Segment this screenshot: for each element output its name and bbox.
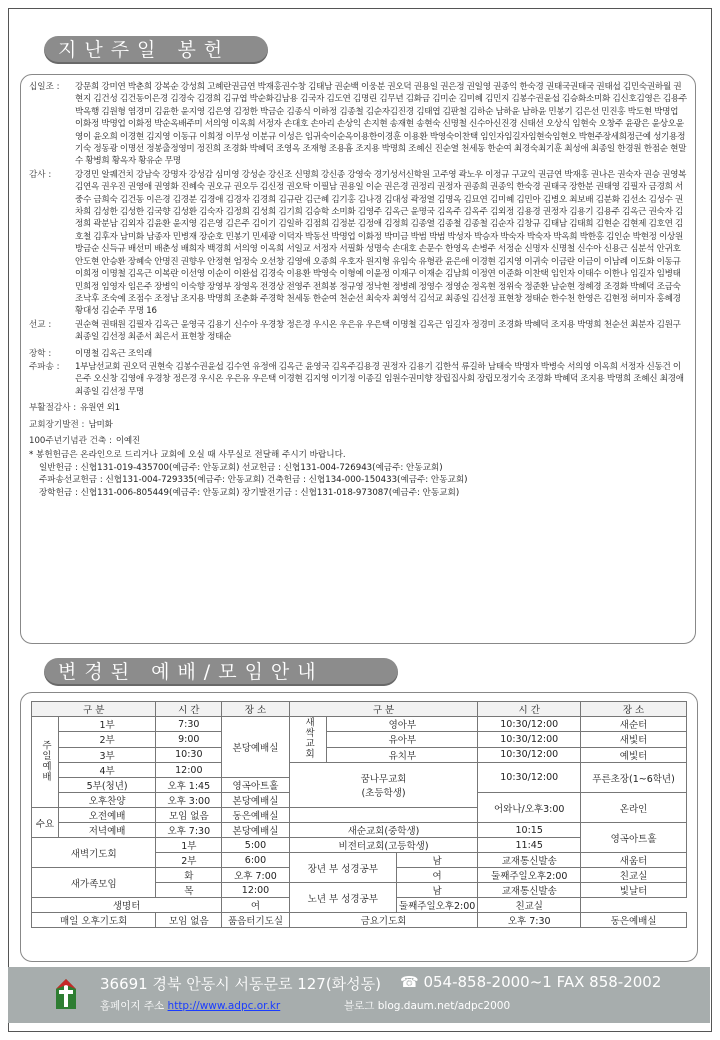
service-place: 본당예배실 bbox=[222, 793, 289, 808]
dawn-part: 2부 bbox=[156, 853, 222, 868]
service-name: 오후찬양 bbox=[58, 793, 156, 808]
offering-row-tithe bbox=[29, 81, 687, 168]
friday-prayer: 금요기도회 bbox=[289, 913, 478, 928]
offering-label: 장학 : bbox=[29, 348, 52, 359]
service-time: 12:00 bbox=[156, 763, 222, 778]
wednesday-label: 수요 bbox=[32, 808, 59, 838]
dept-place: 새순터 bbox=[581, 717, 687, 732]
offering-box bbox=[20, 74, 696, 644]
header-place: 장 소 bbox=[222, 702, 289, 717]
study-time: 교재통신발송 bbox=[478, 883, 581, 898]
offering-row-centennial bbox=[29, 435, 687, 447]
gender: 여 bbox=[396, 868, 477, 883]
family-time: 12:00 bbox=[222, 883, 289, 898]
offering-label: 선교 : bbox=[29, 319, 52, 330]
dept-time: 10:30/12:00 bbox=[478, 717, 581, 732]
dept-time: 10:30/12:00 bbox=[478, 732, 581, 747]
bible-study-label: 노년 부 성경공부 bbox=[289, 883, 396, 913]
service-place: 품음터기도실 bbox=[222, 913, 289, 928]
dept-name: 영아부 bbox=[327, 717, 478, 732]
dept-time: 어와나/오후3:00 bbox=[478, 793, 581, 823]
family-place: 생명터 bbox=[32, 898, 222, 913]
header-gubun: 구 분 bbox=[289, 702, 478, 717]
study-time: 둘째주일오후2:00 bbox=[478, 868, 581, 883]
header-time: 시 간 bbox=[156, 702, 222, 717]
service-name: 4부 bbox=[58, 763, 156, 778]
study-place: 새움터 bbox=[581, 853, 687, 868]
friday-time: 오후 7:30 bbox=[478, 913, 581, 928]
offering-names: 이명철 김옥근 조익래 bbox=[75, 348, 152, 359]
sunday-service-label: 주일예배 bbox=[32, 717, 59, 808]
friday-place: 동은예배실 bbox=[581, 913, 687, 928]
offering-section-title: 지난주일 봉헌 bbox=[44, 36, 268, 64]
dept-name: 유아부 bbox=[327, 732, 478, 747]
service-time: 오후 7:30 bbox=[156, 823, 222, 838]
account-line: 주파송선교헌금 : 신협131-004-729335(예금주: 안동교회) 건축헌금 : 신협134-000-150433(예금주: 안동교회) bbox=[39, 475, 468, 486]
saessak-church-label: 새싹교회 bbox=[289, 717, 327, 763]
service-place: 본당예배실 bbox=[222, 717, 289, 778]
service-name: 매일 오후기도회 bbox=[32, 913, 156, 928]
offering-names: 1부남선교회 권오덕 권현숙 김봉수권윤섭 김수연 유정애 김옥근 윤영국 김옥주김용경 권정자 김용기 김한석 류길하 남태숙 박명자 박병숙 서의영 이옥희 서정자 신동건 이은주 오신창 김영애 우경창 정은경 우시온 우은유 우은택 이경현 김지영 이기정 이종길 임원수권미향 장립집사회 장립모정기숙 조경화 박혜덕 조지용 박명희 조혜신 최경애 최종일 김선정 무명 bbox=[75, 361, 684, 397]
bible-study-label: 장년 부 성경공부 bbox=[289, 853, 396, 883]
gender: 남 bbox=[396, 883, 477, 898]
offering-names: 강문희 강미연 박춘희 강복순 강성희 고혜란권금연 박재홍권수창 김태남 권순백 이웅분 권오덕 권용일 권은정 권일영 권종익 한숙경 권태국권태국 권태섭 김민숙권하월 권현지 김건성 김건동이은경 김경숙 김경희 김규엽 박순화김남용 김국자 김도연 김명린 김무년 김화금 김미순 김미혜 김민지 김봉수권윤섭 김승화소미화 김신호김영은 김용주 박옥행 김원형 염경미 김윤한 윤지영 김은영 김정한 박금순 김종식 이하정 김종철 김순자김진경 김태엽 김판철 김하순 남하윤 남하윤 민봉기 김은선 민진홍 박도현 박명업 이화정 박명업 이화정 박순옥배주미 서의영 이옥희 서정자 손대호 손아리 손상익 손지현 송재현 송현숙 신명철 신수아신진경 신태선 오상식 임현숙 오창주 윤광은 윤상오윤영이 윤오희 이경현 김지영 이동규 이희정 이무성 이분규 이성은 임귀숙이순옥이용한이경훈 이용환 박영숙이찬택 임인자임길자임현숙임현오 박현주장세희정근예 성기용정기숙 정동광 이명선 정봉출정영미 정진희 조경화 박혜덕 조영옥 조재형 조용흠 조지용 박명희 조혜신 진순열 천세동 한순여 최경숙최기훈 최성애 최종일 한경원 한점순 현말수 황병희 황옥자 황유순 무명 bbox=[75, 82, 687, 167]
schedule-table bbox=[31, 701, 687, 928]
gender: 여 bbox=[222, 898, 289, 913]
dept-place: 새빛터 bbox=[581, 732, 687, 747]
offering-row-dispatch bbox=[29, 361, 687, 398]
dawn-part: 1부 bbox=[156, 838, 222, 853]
family-day: 목 bbox=[156, 883, 222, 898]
offering-label: 부활절감사 : bbox=[29, 403, 77, 414]
schedule-box bbox=[20, 692, 698, 962]
church-logo-icon bbox=[54, 977, 78, 1011]
offering-names: 권순혁 권태원 김필자 김옥근 윤영국 김용기 신수아 우경창 정은경 우시온 우은유 우은택 이명철 김옥근 임길자 정경미 조경화 박혜덕 조지용 박명희 천순선 최분자 김원구 최종일 김선정 최준서 최은서 표현창 정태순 bbox=[75, 319, 681, 343]
service-name: 1부 bbox=[58, 717, 156, 732]
study-time: 교재통신발송 bbox=[478, 853, 581, 868]
dept-time: 10:30/12:00 bbox=[478, 763, 581, 793]
offering-label: 감사 : bbox=[29, 169, 52, 180]
offering-names: 이예진 bbox=[115, 435, 140, 446]
service-time: 오후 1:45 bbox=[156, 778, 222, 793]
header-place: 장 소 bbox=[581, 702, 687, 717]
homepage-line bbox=[100, 998, 280, 1013]
service-time: 9:00 bbox=[156, 732, 222, 747]
study-time: 둘째주일오후2:00 bbox=[396, 898, 477, 913]
dept-place: 영곡아트홀 bbox=[581, 823, 687, 853]
service-time: 모임 없음 bbox=[156, 913, 222, 928]
offering-row-thanks bbox=[29, 169, 687, 318]
family-day: 화 bbox=[156, 868, 222, 883]
dept-time: 10:30/12:00 bbox=[478, 747, 581, 762]
service-time: 10:30 bbox=[156, 747, 222, 762]
study-place: 빛날터 bbox=[581, 883, 687, 898]
church-address: 36691 경북 안동시 서동문로 127(화성동) bbox=[100, 975, 382, 993]
service-name: 오전예배 bbox=[58, 808, 156, 823]
service-time: 모임 없음 bbox=[156, 808, 222, 823]
offering-label: 100주년기념관 건축 : bbox=[29, 435, 112, 446]
account-line: 일반헌금 : 신협131-019-435700(예금주: 안동교회) 선교헌금 : 신협131-004-726943(예금주: 안동교회) bbox=[39, 462, 443, 473]
dept-place: 푸른초장(1~6학년) bbox=[581, 763, 687, 793]
offering-label: 십일조 : bbox=[29, 82, 60, 92]
dawn-time: 6:00 bbox=[222, 853, 289, 868]
offering-names: 남미화 bbox=[88, 419, 113, 430]
dawn-prayer-label: 새벽기도회 bbox=[32, 838, 156, 868]
blog-address: 블로그 blog.daum.net/adpc2000 bbox=[344, 1000, 511, 1012]
service-time: 오후 3:00 bbox=[156, 793, 222, 808]
new-family-label: 새가족모임 bbox=[32, 868, 156, 898]
dept-name: 유치부 bbox=[327, 747, 478, 762]
offering-names: 강경민 알퀘건치 강남숙 강명자 강성감 심미영 강성순 강신조 신명희 강신종 강영숙 경기성서신학원 고주영 곽노우 이정규 구교익 권금연 박재홍 권나은 권숙자 권승 권영복 김연옥 권우진 권영애 권영화 진혜숙 권오규 권오두 김신정 권오탁 이필남 권용일 이순 권은경 권정리 권정자 권종희 권종익 한숙경 권태국 장한분 권태영 김필자 금경희 서중수 금희숙 김건동 이은경 김경분 김경애 김경자 김경희 김규란 김근혜 김기홍 김나경 김대성 곽정열 김명옥 김묘연 김미혜 김민아 김병오 최보배 김분화 김선소 김성수 권차희 김성한 김성한 김국향 김성환 김숙자 김정희 김성희 김기희 김승학 소미화 김영주 김옥근 윤명국 김옥주 김옥주 김외정 김용경 권정자 김용기 김용주 김옥근 권숙자 김정희 곽분남 김외자 김윤환 윤지영 김은영 김은주 김이기 김일하 김점희 김정분 김정애 김정희 김종열 김종철 김종철 김순자 김창규 김태남 김태희 김현순 김현제 김호연 김호철 김후자 남미화 남종자 민병재 장순호 민봉기 민세광 이덕자 박동선 박명업 이화정 박미금 박범 박범 박성자 박승자 박숙자 박숙자 박옥희 박한홍 김인순 박현정 이상원 방금순 신득규 배선미 배춘성 배희자 백경희 서의영 이옥희 서일교 서정자 서필화 성명숙 손대호 손문수 한영옥 손병주 서정순 신명자 신명철 신수아 신용근 심분석 안귀호 안도현 안승환 장혜숙 안명진 권향우 안정현 엄정숙 오선창 김영애 오종희 우호자 원지형 유임숙 유형관 윤은애 이경현 김지영 이귀숙 이금란 이금이 이남례 이도화 이동규 이희정 이명철 김옥근 이복란 이선영 이순이 이완섭 김경숙 이용환 박영숙 이형예 이윤정 이재구 이재순 김남희 이정연 이준화 이찬택 임인자 이태수 이한나 임길자 임병태 민희정 임영자 임은주 장병익 이숙향 장영부 장영옥 전경상 전영주 전희봉 정규영 정낙현 정병례 정영수 정영순 정옥현 정위숙 정준환 남순현 정혜경 조경화 박혜덕 조금숙 조낙후 조숙예 조점수 조정남 조지용 박명희 조춘화 주경학 천세동 한순여 천순선 최숙자 최영석 김석교 최종일 김선정 표현창 정태순 한수천 한영은 김현정 허미자 홍혜경 황대성 김순주 무명 16 bbox=[75, 169, 687, 317]
dept-place: 예빛터 bbox=[581, 747, 687, 762]
schedule-section-title: 변경된 예배/모임안내 bbox=[44, 658, 398, 686]
service-place: 영곡아트홀 bbox=[222, 778, 289, 793]
homepage-label: 홈페이지 주소 bbox=[100, 1000, 165, 1012]
kkumnamu-church: 꿈나무교회 (초등학생) bbox=[289, 763, 478, 808]
service-name: 3부 bbox=[58, 747, 156, 762]
service-name: 2부 bbox=[58, 732, 156, 747]
dept-time: 11:45 bbox=[478, 838, 581, 853]
offering-row-mission bbox=[29, 319, 687, 344]
service-time: 7:30 bbox=[156, 717, 222, 732]
dept-name bbox=[289, 808, 478, 823]
homepage-link[interactable]: http://www.adpc.or.kr bbox=[167, 1000, 281, 1012]
service-name: 저녁예배 bbox=[58, 823, 156, 838]
church-phone: ☎ 054-858-2000~1 FAX 858-2002 bbox=[400, 973, 662, 991]
offering-row-easter bbox=[29, 402, 687, 414]
service-name: 5부(청년) bbox=[58, 778, 156, 793]
online-offering-notice: * 봉헌헌금은 온라인으로 드리거나 교회에 오실 때 사무실로 전달해 주시기 바랍니다. bbox=[29, 450, 346, 461]
family-time: 오후 7:00 bbox=[222, 868, 289, 883]
dept-place: 온라인 bbox=[581, 793, 687, 823]
service-place: 동은예배실 bbox=[222, 808, 289, 823]
offering-names: 유원연 외1 bbox=[80, 403, 120, 414]
dept-name: 비전터교회(고등학생) bbox=[289, 838, 478, 853]
dawn-time: 5:00 bbox=[222, 838, 289, 853]
dept-time: 10:15 bbox=[478, 823, 581, 838]
gender: 남 bbox=[396, 853, 477, 868]
offering-label: 주파송 : bbox=[29, 361, 60, 372]
header-gubun: 구 분 bbox=[32, 702, 156, 717]
offering-label: 교회장기발전 : bbox=[29, 419, 85, 430]
study-place: 친교실 bbox=[478, 898, 581, 913]
footer bbox=[8, 967, 710, 1023]
service-place: 본당예배실 bbox=[222, 823, 289, 838]
study-place: 친교실 bbox=[581, 868, 687, 883]
offering-row-scholarship bbox=[29, 348, 687, 360]
account-line: 장학헌금 : 신협131-006-805449(예금주: 안동교회) 장기발전기금 : 신협131-018-973087(예금주: 안동교회) bbox=[39, 487, 460, 498]
header-time: 시 간 bbox=[478, 702, 581, 717]
offering-row-longterm bbox=[29, 419, 687, 431]
dept-name: 새순교회(중학생) bbox=[289, 823, 478, 838]
